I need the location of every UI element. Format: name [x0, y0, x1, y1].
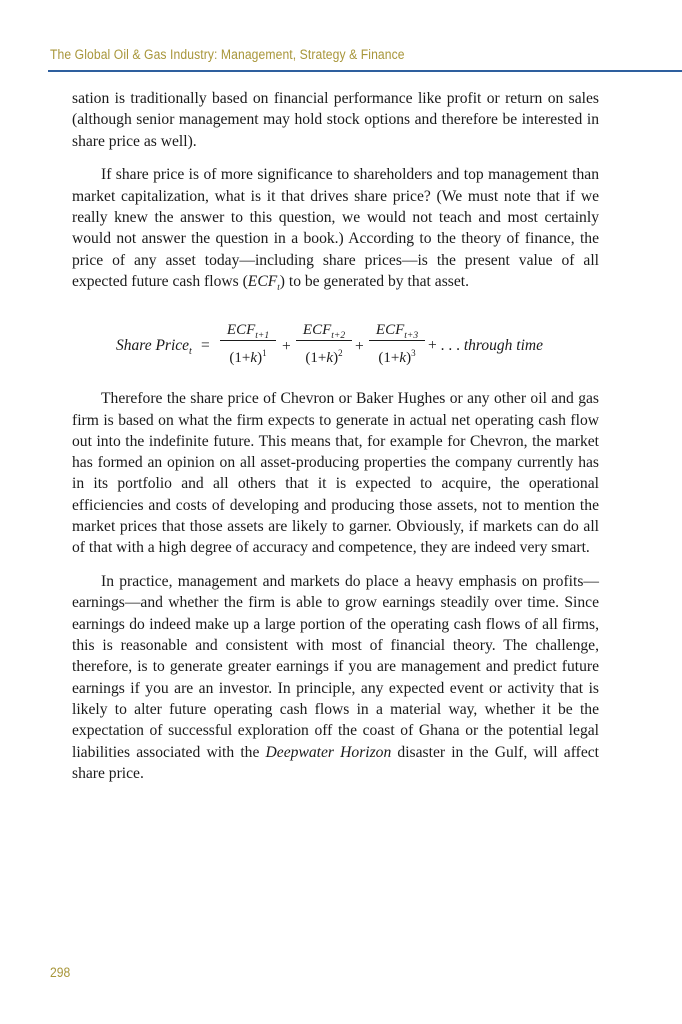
paragraph-1: sation is traditionally based on financial performance like profit or return on sales (although senior management may hold stock options and therefore be interested in share price as well).	[72, 90, 599, 150]
term-1-numerator: $ECF_{t+1}$	[220, 320, 276, 341]
ecf-term: ECF	[247, 272, 278, 290]
paragraph-4	[72, 571, 599, 784]
equation-plus-1: +	[282, 338, 291, 356]
running-header-title: The Global Oil & Gas Industry: Management, Strategy & Finance	[50, 47, 405, 62]
paragraph-2-text: If share price is of more significance to shareholders and top management than market capitalization, what is it that drives share price? (We must note that if we really knew the answer to this question, we would not teach and most certainly would not answer the question in a book.) According to the theory of finance, the price of any asset today—including share prices—is the present value of all expected future cash flows (	[72, 166, 599, 290]
equation-equals: =	[201, 337, 210, 355]
equation-tail: + . . . through time	[428, 337, 543, 355]
paragraph-2	[72, 164, 599, 298]
term-1-denominator: $(1+k)^1$	[229, 348, 267, 367]
deepwater-horizon-italic: Deepwater Horizon	[265, 743, 392, 761]
paragraph-4-text-end: disaster in the Gulf, will affect share price.	[72, 743, 599, 782]
equation-term-3	[369, 320, 425, 369]
equation-plus-2: +	[355, 338, 364, 356]
paragraph-2-text-end: ) to be generated by that asset.	[279, 272, 469, 290]
ecf-term-subscript: t	[277, 281, 280, 292]
equation-lhs-subscript: t	[189, 346, 192, 358]
equation-lhs: Share Price$_t$	[116, 337, 192, 358]
term-2-numerator: $ECF_{t+2}$	[296, 320, 352, 341]
term-3-numerator: $ECF_{t+3}$	[369, 320, 425, 341]
paragraph-3: Therefore the share price of Chevron or Baker Hughes or any other oil and gas firm is based on what the firm expects to generate in actual net operating cash flow out into the indefinite future. This means that, for example for Chevron, the market has formed an opinion on all asset-producing properties the company currently has in its portfolio and all others that it is expected to acquire, the operational efficiencies and costs of developing and producing those assets, not to mention the market prices that those assets are likely to garner. Obviously, if markets can do all of that with a high degree of accuracy and competence, they are indeed very smart.	[72, 390, 599, 557]
equation-term-1	[220, 320, 276, 369]
term-3-denominator: $(1+k)^3$	[378, 348, 416, 367]
share-price-equation	[72, 320, 599, 374]
body-text	[72, 88, 599, 797]
equation-term-2	[296, 320, 352, 369]
running-header	[0, 0, 682, 72]
term-2-denominator: $(1+k)^2$	[305, 348, 343, 367]
header-rule	[48, 70, 682, 72]
paragraph-4-text: In practice, management and markets do place a heavy emphasis on profits—earnings—and whether the firm is able to grow earnings steadily over time. Since earnings do indeed make up a large portion of the operating cash flows of all firms, this is reasonable and consistent with most of financial theory. The challenge, therefore, is to generate greater earnings if you are management and predict future earnings if you are an investor. In principle, any expected event or activity that is likely to alter future operating cash flows in a material way, whether it be the expectation of successful exploration off the coast of Ghana or the potential legal liabilities associated with the	[72, 573, 599, 761]
page-number: 298	[50, 965, 71, 980]
